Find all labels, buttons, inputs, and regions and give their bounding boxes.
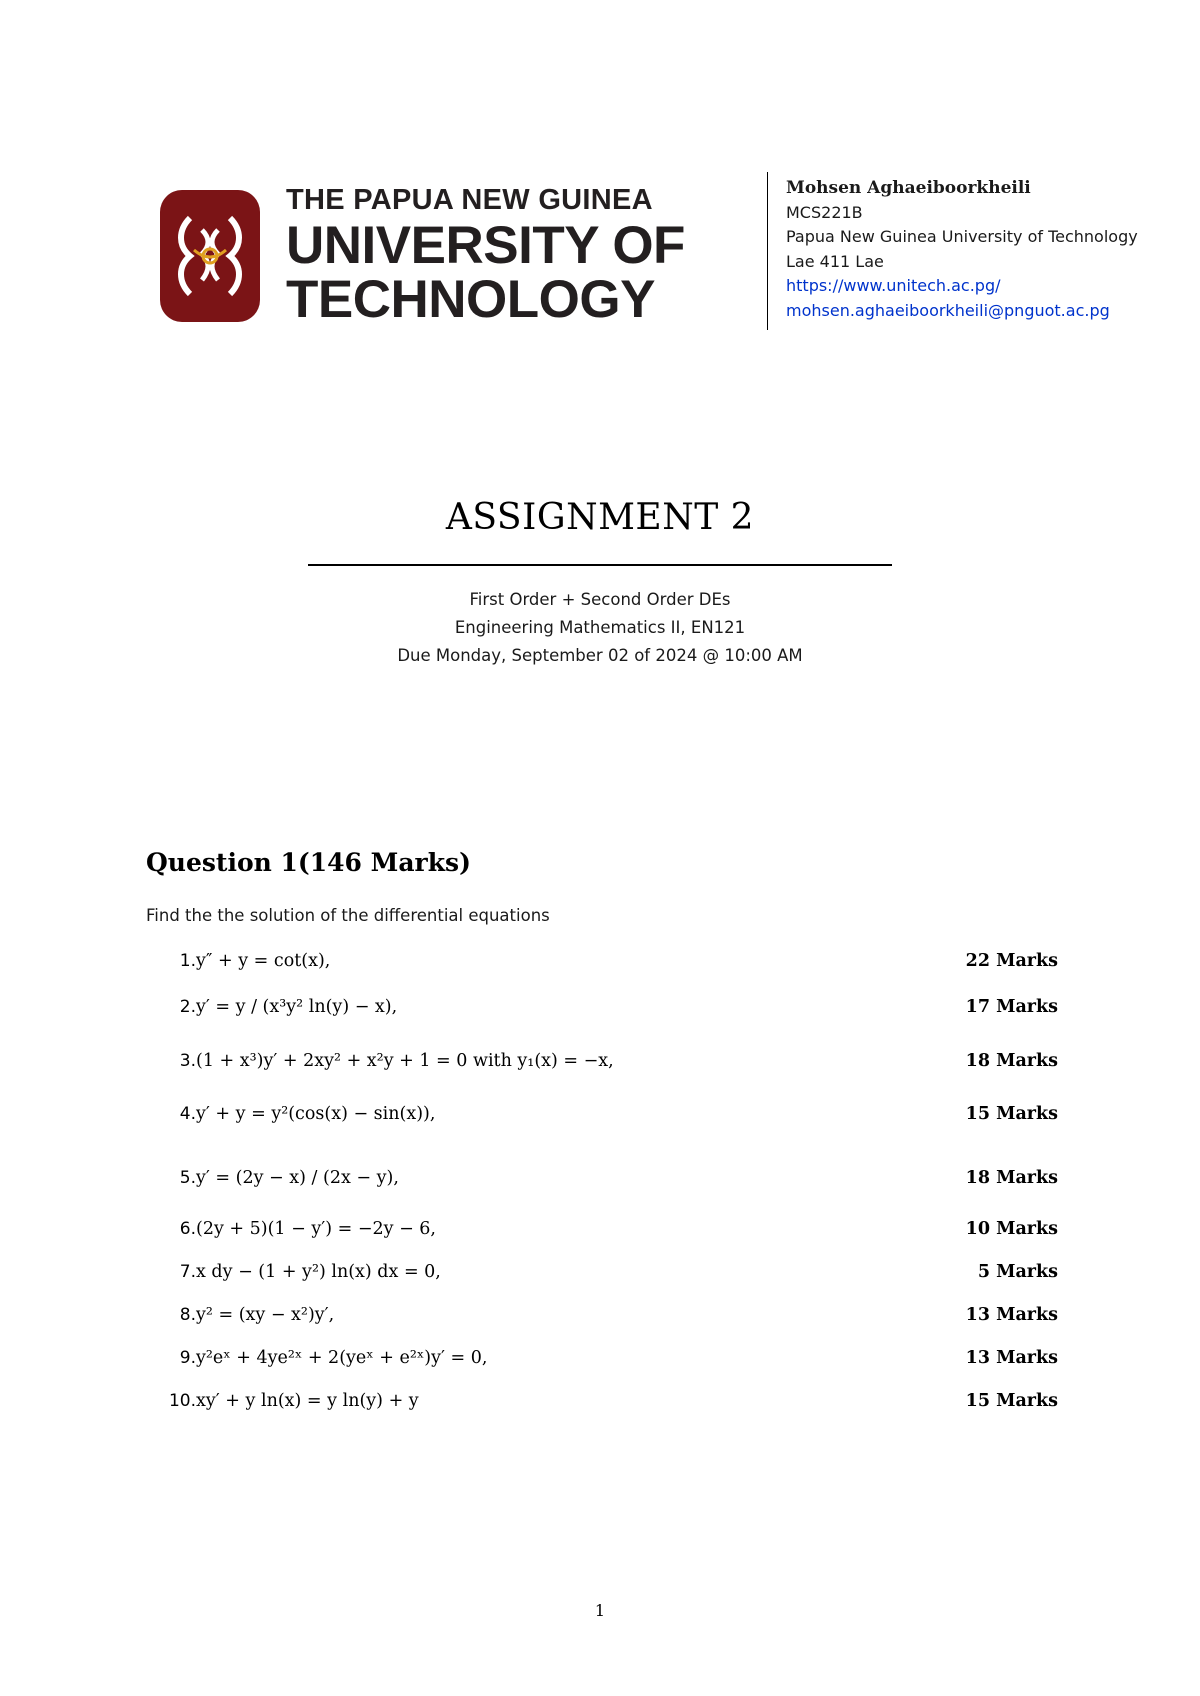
list-item [146, 1300, 1058, 1330]
staff-code: MCS221B [786, 202, 863, 222]
item-equation: xy′ + y ln(x) = y ln(y) + y [196, 1391, 419, 1411]
item-marks: 13 Marks [965, 1305, 1058, 1325]
item-number: 6. [179, 1219, 196, 1239]
question-heading: Question 1(146 Marks) [146, 848, 471, 877]
item-marks: 15 Marks [965, 1104, 1058, 1124]
university-seal-icon [160, 190, 260, 322]
due-date: Due Monday, September 02 of 2024 @ 10:00 AM [397, 645, 803, 665]
institution-name: Papua New Guinea University of Technology [786, 227, 1138, 246]
website-link[interactable]: https://www.unitech.ac.pg/ [786, 276, 1001, 295]
item-marks: 13 Marks [965, 1348, 1058, 1368]
item-number: 1. [179, 951, 196, 971]
item-equation: y′ + y = y²(cos(x) − sin(x)), [196, 1104, 436, 1124]
item-equation: y′ = (2y − x) / (2x − y), [196, 1168, 399, 1188]
item-number: 7. [179, 1262, 196, 1282]
item-number: 5. [179, 1168, 196, 1188]
header-divider [767, 172, 768, 330]
email-link[interactable]: mohsen.aghaeiboorkheili@pnguot.ac.pg [786, 300, 1110, 320]
author-name: Mohsen Aghaeiboorkheili [786, 178, 1031, 198]
logo-line-2: UNIVERSITY OF [286, 216, 685, 275]
item-number: 8. [179, 1305, 196, 1325]
list-item [146, 1099, 1058, 1129]
item-marks: 15 Marks [965, 1391, 1058, 1411]
item-marks: 5 Marks [977, 1262, 1058, 1282]
list-item [146, 946, 1058, 976]
logo-line-3: TECHNOLOGY [286, 270, 655, 329]
list-item [146, 992, 1058, 1022]
item-equation: y″ + y = cot(x), [196, 951, 331, 971]
page-number: 1 [594, 1601, 606, 1620]
address: Lae 411 Lae [786, 251, 884, 271]
list-item [146, 1163, 1058, 1193]
item-marks: 10 Marks [965, 1219, 1058, 1239]
item-marks: 17 Marks [965, 997, 1058, 1017]
item-number: 4. [179, 1104, 196, 1124]
item-number: 2. [179, 997, 196, 1017]
item-equation: y′ = y / (x³y² ln(y) − x), [196, 997, 398, 1017]
item-marks: 18 Marks [965, 1051, 1058, 1071]
item-equation: x dy − (1 + y²) ln(x) dx = 0, [196, 1262, 441, 1282]
university-wordmark [286, 184, 685, 329]
item-marks: 22 Marks [965, 951, 1058, 971]
contact-block [786, 176, 1138, 323]
list-item [146, 1386, 1058, 1416]
question-intro: Find the the solution of the differential equations [146, 906, 550, 925]
item-number: 3. [179, 1051, 196, 1071]
item-equation: (1 + x³)y′ + 2xy² + x²y + 1 = 0 with y₁(x) = −x, [196, 1051, 614, 1071]
item-number: 9. [179, 1348, 196, 1368]
item-equation: y²eˣ + 4ye²ˣ + 2(yeˣ + e²ˣ)y′ = 0, [196, 1348, 488, 1368]
list-item [146, 1257, 1058, 1287]
title-rule [308, 564, 892, 566]
item-number: 10. [168, 1391, 196, 1411]
university-logo [160, 184, 720, 329]
list-item [146, 1343, 1058, 1373]
item-marks: 18 Marks [965, 1168, 1058, 1188]
list-item [146, 1046, 1058, 1076]
assignment-subtitle: First Order + Second Order DEs [469, 589, 731, 609]
course-name: Engineering Mathematics II, EN121 [454, 617, 746, 637]
item-equation: y² = (xy − x²)y′, [196, 1305, 335, 1325]
assignment-title: ASSIGNMENT 2 [445, 497, 755, 538]
item-equation: (2y + 5)(1 − y′) = −2y − 6, [196, 1219, 436, 1239]
logo-line-1: THE PAPUA NEW GUINEA [286, 184, 653, 216]
title-block [0, 497, 1200, 670]
list-item [146, 1214, 1058, 1244]
